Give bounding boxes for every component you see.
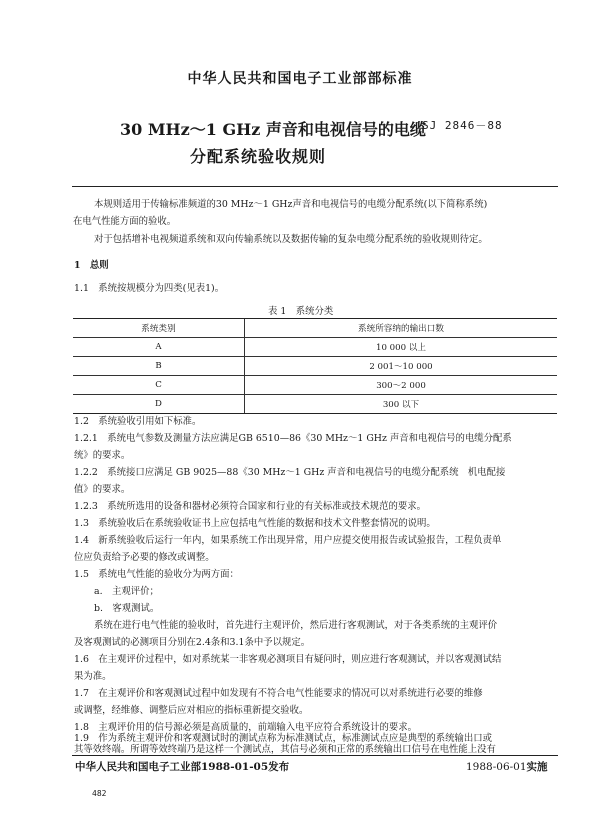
clause-1-9-line2: 其等效终端。所谓等效终端乃是这样一个测试点，其信号必须和正常的系统输出口信号在电性能上没有 xyxy=(74,744,496,755)
table-cell-class: A xyxy=(73,338,245,357)
clause-1-4-line1: 1.4 新系统验收后运行一年内，如果系统工作出现异常，用户应提交使用报告或试验报告，工程负责单 xyxy=(74,535,502,546)
clause-1-9-line1: 1.9 作为系统主观评价和客观测试时的测试点称为标准测试点，标准测试点应是典型的系统输出口或 xyxy=(74,733,493,744)
clause-1-5-item-b: b. 客观测试。 xyxy=(94,603,160,614)
table-cell-class: B xyxy=(73,357,245,376)
clause-1-2-2-line1: 1.2.2 系统接口应满足 GB 9025—88《30 MHz～1 GHz 声音和电视信号的电缆分配系统 机电配接 xyxy=(74,467,506,478)
clause-1-3: 1.3 系统验收后在系统验收证书上应包括电气性能的数据和技术文件整套情况的说明。 xyxy=(74,518,436,529)
clause-1-7-line2: 或调整，经维修、调整后应对相应的指标重新提交验收。 xyxy=(74,705,309,716)
table-cell-outlets: 2 001～10 000 xyxy=(245,357,558,376)
table-row xyxy=(73,376,557,395)
standard-number: SJ 2846－88 xyxy=(422,119,503,132)
table-header-row xyxy=(73,319,557,338)
intro-para1-line1: 本规则适用于传输标准频道的30 MHz～1 GHz声音和电视信号的电缆分配系统(以下简称系统) xyxy=(94,199,488,210)
table-row xyxy=(73,357,557,376)
effective-label: 实施 xyxy=(526,761,548,773)
clause-1-2: 1.2 系统验收引用如下标准。 xyxy=(74,416,202,427)
page-number: 482 xyxy=(92,789,107,798)
clause-1-1: 1.1 系统按规模分为四类(见表1)。 xyxy=(74,283,225,294)
clause-1-4-line2: 位应负责给予必要的修改或调整。 xyxy=(74,552,215,563)
table-cell-outlets: 300 以下 xyxy=(245,395,558,414)
clause-1-8: 1.8 主观评价用的信号源必须是高质量的，前端输入电平应符合系统设计的要求。 xyxy=(74,722,418,733)
table-cell-outlets: 300～2 000 xyxy=(245,376,558,395)
section-1-heading: 1 总则 xyxy=(74,260,109,271)
header-rule xyxy=(72,186,558,187)
system-classification-table xyxy=(73,318,557,414)
intro-para2: 对于包括增补电视频道系统和双向传输系统以及数据传输的复杂电缆分配系统的验收规则待定。 xyxy=(94,234,488,245)
clause-1-7-line1: 1.7 在主观评价和客观测试过程中如发现有不符合电气性能要求的情况可以对系统进行必要的维修 xyxy=(74,688,483,699)
footer-rule xyxy=(72,755,558,756)
clause-1-2-3: 1.2.3 系统所选用的设备和器材必须符合国家和行业的有关标准或技术规范的要求。 xyxy=(74,501,426,512)
table-cell-class: C xyxy=(73,376,245,395)
table-row xyxy=(73,338,557,357)
intro-para1-line2: 在电气性能方面的验收。 xyxy=(73,216,177,227)
clause-1-5-para-line1: 系统在进行电气性能的验收时，首先进行主观评价，然后进行客观测试，对于各类系统的主观评价 xyxy=(94,620,498,631)
clause-1-5-para-line2: 及客观测试的必测项目分别在2.4条和3.1条中予以规定。 xyxy=(74,637,311,648)
effective-date xyxy=(466,759,548,774)
clause-1-2-2-line2: 值》的要求。 xyxy=(74,484,131,495)
table-header-outlets: 系统所容纳的输出口数 xyxy=(245,319,558,338)
clause-1-6-line1: 1.6 在主观评价过程中，如对系统某一非客观必测项目有疑问时，则应进行客观测试，并以客观测试结 xyxy=(74,654,502,665)
clause-1-6-line2: 果为准。 xyxy=(74,671,112,682)
clause-1-2-1-line2: 统》的要求。 xyxy=(74,450,131,461)
effective-date-value: 1988-06-01 xyxy=(466,761,527,773)
document-title-line2: 分配系统验收规则 xyxy=(190,147,327,166)
clause-1-5-item-a: a. 主观评价； xyxy=(94,586,159,597)
table-header-class: 系统类别 xyxy=(73,319,245,338)
document-title-line1: 30 MHz～1 GHz 声音和电视信号的电缆 xyxy=(120,120,426,139)
approval-note: 中华人民共和国电子工业部1988-01-05发布 xyxy=(75,761,290,773)
issuing-ministry: 中华人民共和国电子工业部部标准 xyxy=(187,71,413,87)
table-cell-class: D xyxy=(73,395,245,414)
clause-1-5: 1.5 系统电气性能的验收分为两方面： xyxy=(74,569,239,580)
table-caption: 表 1 系统分类 xyxy=(268,306,334,317)
table-row xyxy=(73,395,557,414)
table-cell-outlets: 10 000 以上 xyxy=(245,338,558,357)
clause-1-2-1-line1: 1.2.1 系统电气参数及测量方法应满足GB 6510—86《30 MHz～1 GHz 声音和电视信号的电缆分配系 xyxy=(74,433,512,444)
